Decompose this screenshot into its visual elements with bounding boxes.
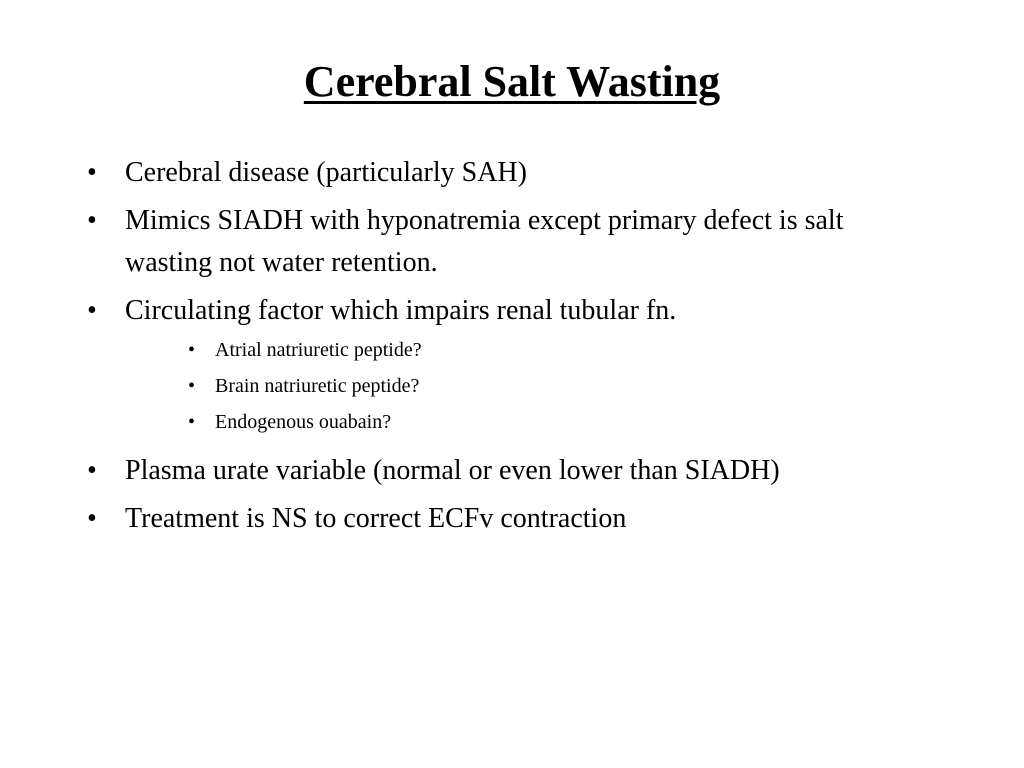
slide-title: Cerebral Salt Wasting xyxy=(303,57,721,106)
bullet-text: Cerebral disease (particularly SAH) xyxy=(125,157,527,188)
bullet-item xyxy=(0,200,925,284)
bullet-item xyxy=(0,152,925,194)
sub-bullet-icon: • xyxy=(188,411,196,433)
sub-bullet-item xyxy=(0,332,1024,368)
bullet-icon: • xyxy=(87,455,97,486)
sub-bullet-text: Endogenous ouabain? xyxy=(215,411,392,433)
bullet-text: Circulating factor which impairs renal tubular fn. xyxy=(125,295,677,326)
bullet-list xyxy=(0,152,1024,540)
sub-bullet-item xyxy=(0,368,1024,404)
bullet-text: Treatment is NS to correct ECFv contraction xyxy=(125,503,627,534)
bullet-item xyxy=(0,498,925,540)
bullet-text: Mimics SIADH with hyponatremia except primary defect is salt wasting not water retention. xyxy=(125,205,844,278)
sub-bullet-list xyxy=(0,332,1024,440)
bullet-icon: • xyxy=(87,503,97,534)
sub-bullet-text: Brain natriuretic peptide? xyxy=(215,375,420,397)
bullet-text: Plasma urate variable (normal or even lower than SIADH) xyxy=(125,455,780,486)
bullet-icon: • xyxy=(87,295,97,326)
sub-bullet-item xyxy=(0,404,1024,440)
bullet-icon: • xyxy=(87,157,97,188)
bullet-item xyxy=(0,290,925,332)
bullet-icon: • xyxy=(87,205,97,236)
sub-bullet-text: Atrial natriuretic peptide? xyxy=(215,339,422,361)
sub-bullet-group xyxy=(0,332,1024,440)
sub-bullet-icon: • xyxy=(188,339,196,361)
sub-bullet-icon: • xyxy=(188,375,196,397)
bullet-item xyxy=(0,450,925,492)
